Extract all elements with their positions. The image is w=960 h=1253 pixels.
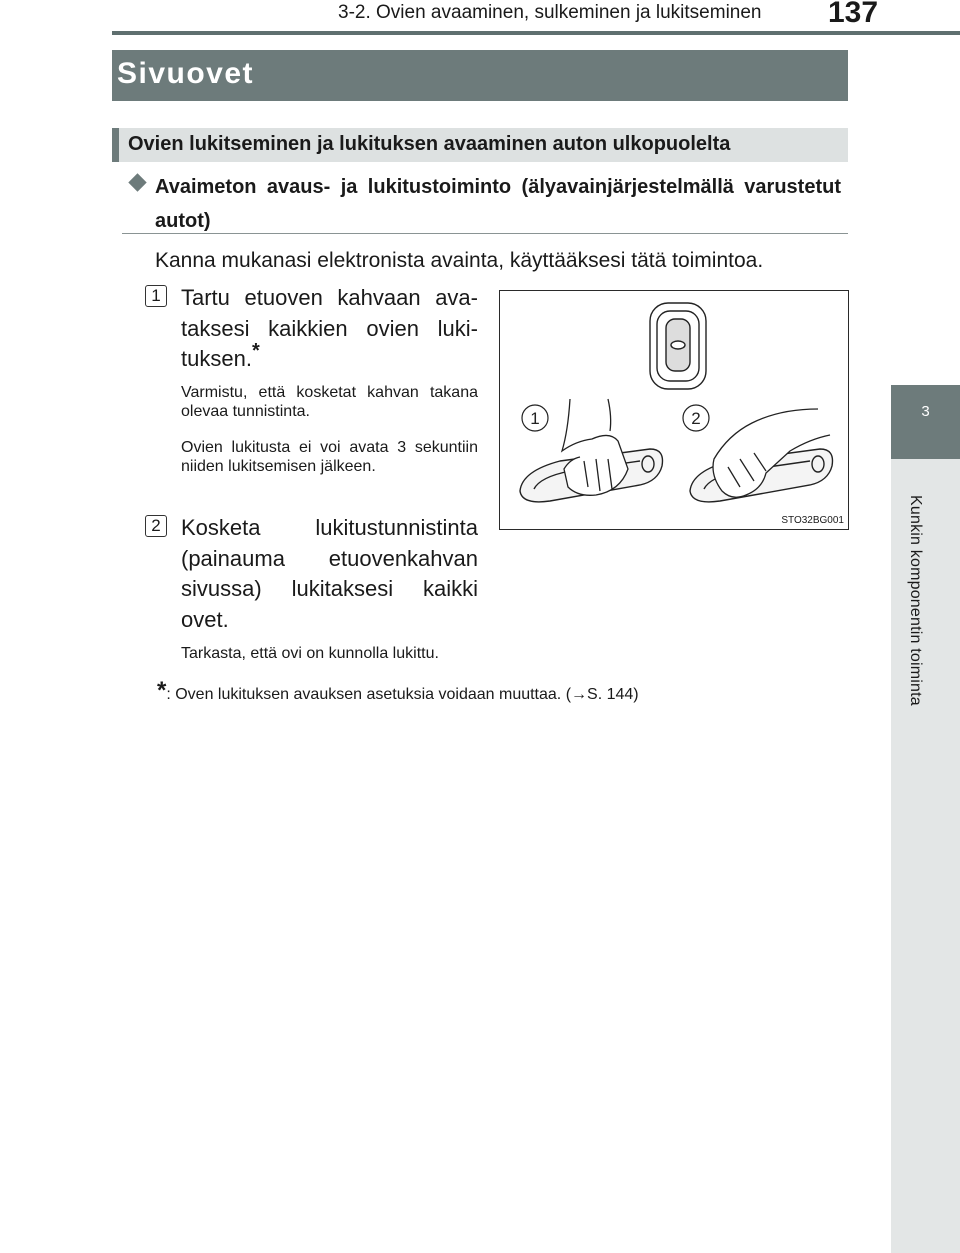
chapter-tab [891, 385, 960, 459]
asterisk-marker: * [251, 340, 260, 362]
heading-rule [122, 233, 848, 234]
chapter-tab-number: 3 [921, 403, 930, 420]
illustration [499, 290, 849, 530]
chapter-tab-label: Kunkin komponentin toiminta [907, 495, 924, 706]
side-strip [891, 459, 960, 1253]
step-1-note-1: Varmistu, että kosketat kahvan takana olevaa tunnistinta. [181, 384, 478, 420]
chapter-title: 3-2. Ovien avaaminen, sulkeminen ja lukitseminen [338, 2, 762, 23]
header-rule [112, 31, 960, 35]
callout-1-icon [522, 405, 548, 431]
svg-text:2: 2 [691, 409, 701, 428]
step-2-note-1: Tarkasta, että ovi on kunnolla lukittu. [181, 645, 439, 662]
step-1-text [181, 283, 478, 375]
svg-text:1: 1 [530, 409, 540, 428]
footnote-asterisk: * [157, 677, 167, 704]
figure-code: STO32BG001 [781, 515, 844, 526]
step-2-text: Kosketa lukitustunnistinta (painauma etuovenkahvan sivussa) lukitaksesi kaikki ovet. [181, 515, 478, 632]
door-handle-illustration [500, 291, 848, 529]
smart-key-icon [650, 303, 706, 389]
subsection-accent-bar [112, 128, 119, 162]
step-2-badge: 2 [145, 515, 167, 537]
subsection-title: Ovien lukitseminen ja lukituksen avaaminen auton ulkopuolelta [128, 133, 731, 155]
section-title: Sivuovet [117, 57, 255, 90]
hand-grip-icon [562, 399, 628, 495]
step-1-note-2: Ovien lukitusta ei voi avata 3 sekuntiin niiden lukitsemisen jälkeen. [181, 439, 478, 475]
footnote [157, 677, 639, 705]
step-1-badge: 1 [145, 285, 167, 307]
callout-2-icon [683, 405, 709, 431]
diamond-bullet-icon [128, 173, 146, 191]
intro-text: Kanna mukanasi elektronista avainta, käyttääksesi tätä toimintoa. [155, 249, 764, 272]
feature-heading: Avaimeton avaus- ja lukitustoiminto (älyavainjärjestelmällä varustetut autot) [155, 176, 841, 232]
footnote-text: : Oven lukituksen avauksen asetuksia voidaan muuttaa. (→S. 144) [166, 686, 639, 703]
step-1-label: Tartu etuoven kahvaan ava-taksesi kaikkien ovien luki-tuksen. [181, 285, 478, 371]
page-number: 137 [828, 0, 879, 29]
